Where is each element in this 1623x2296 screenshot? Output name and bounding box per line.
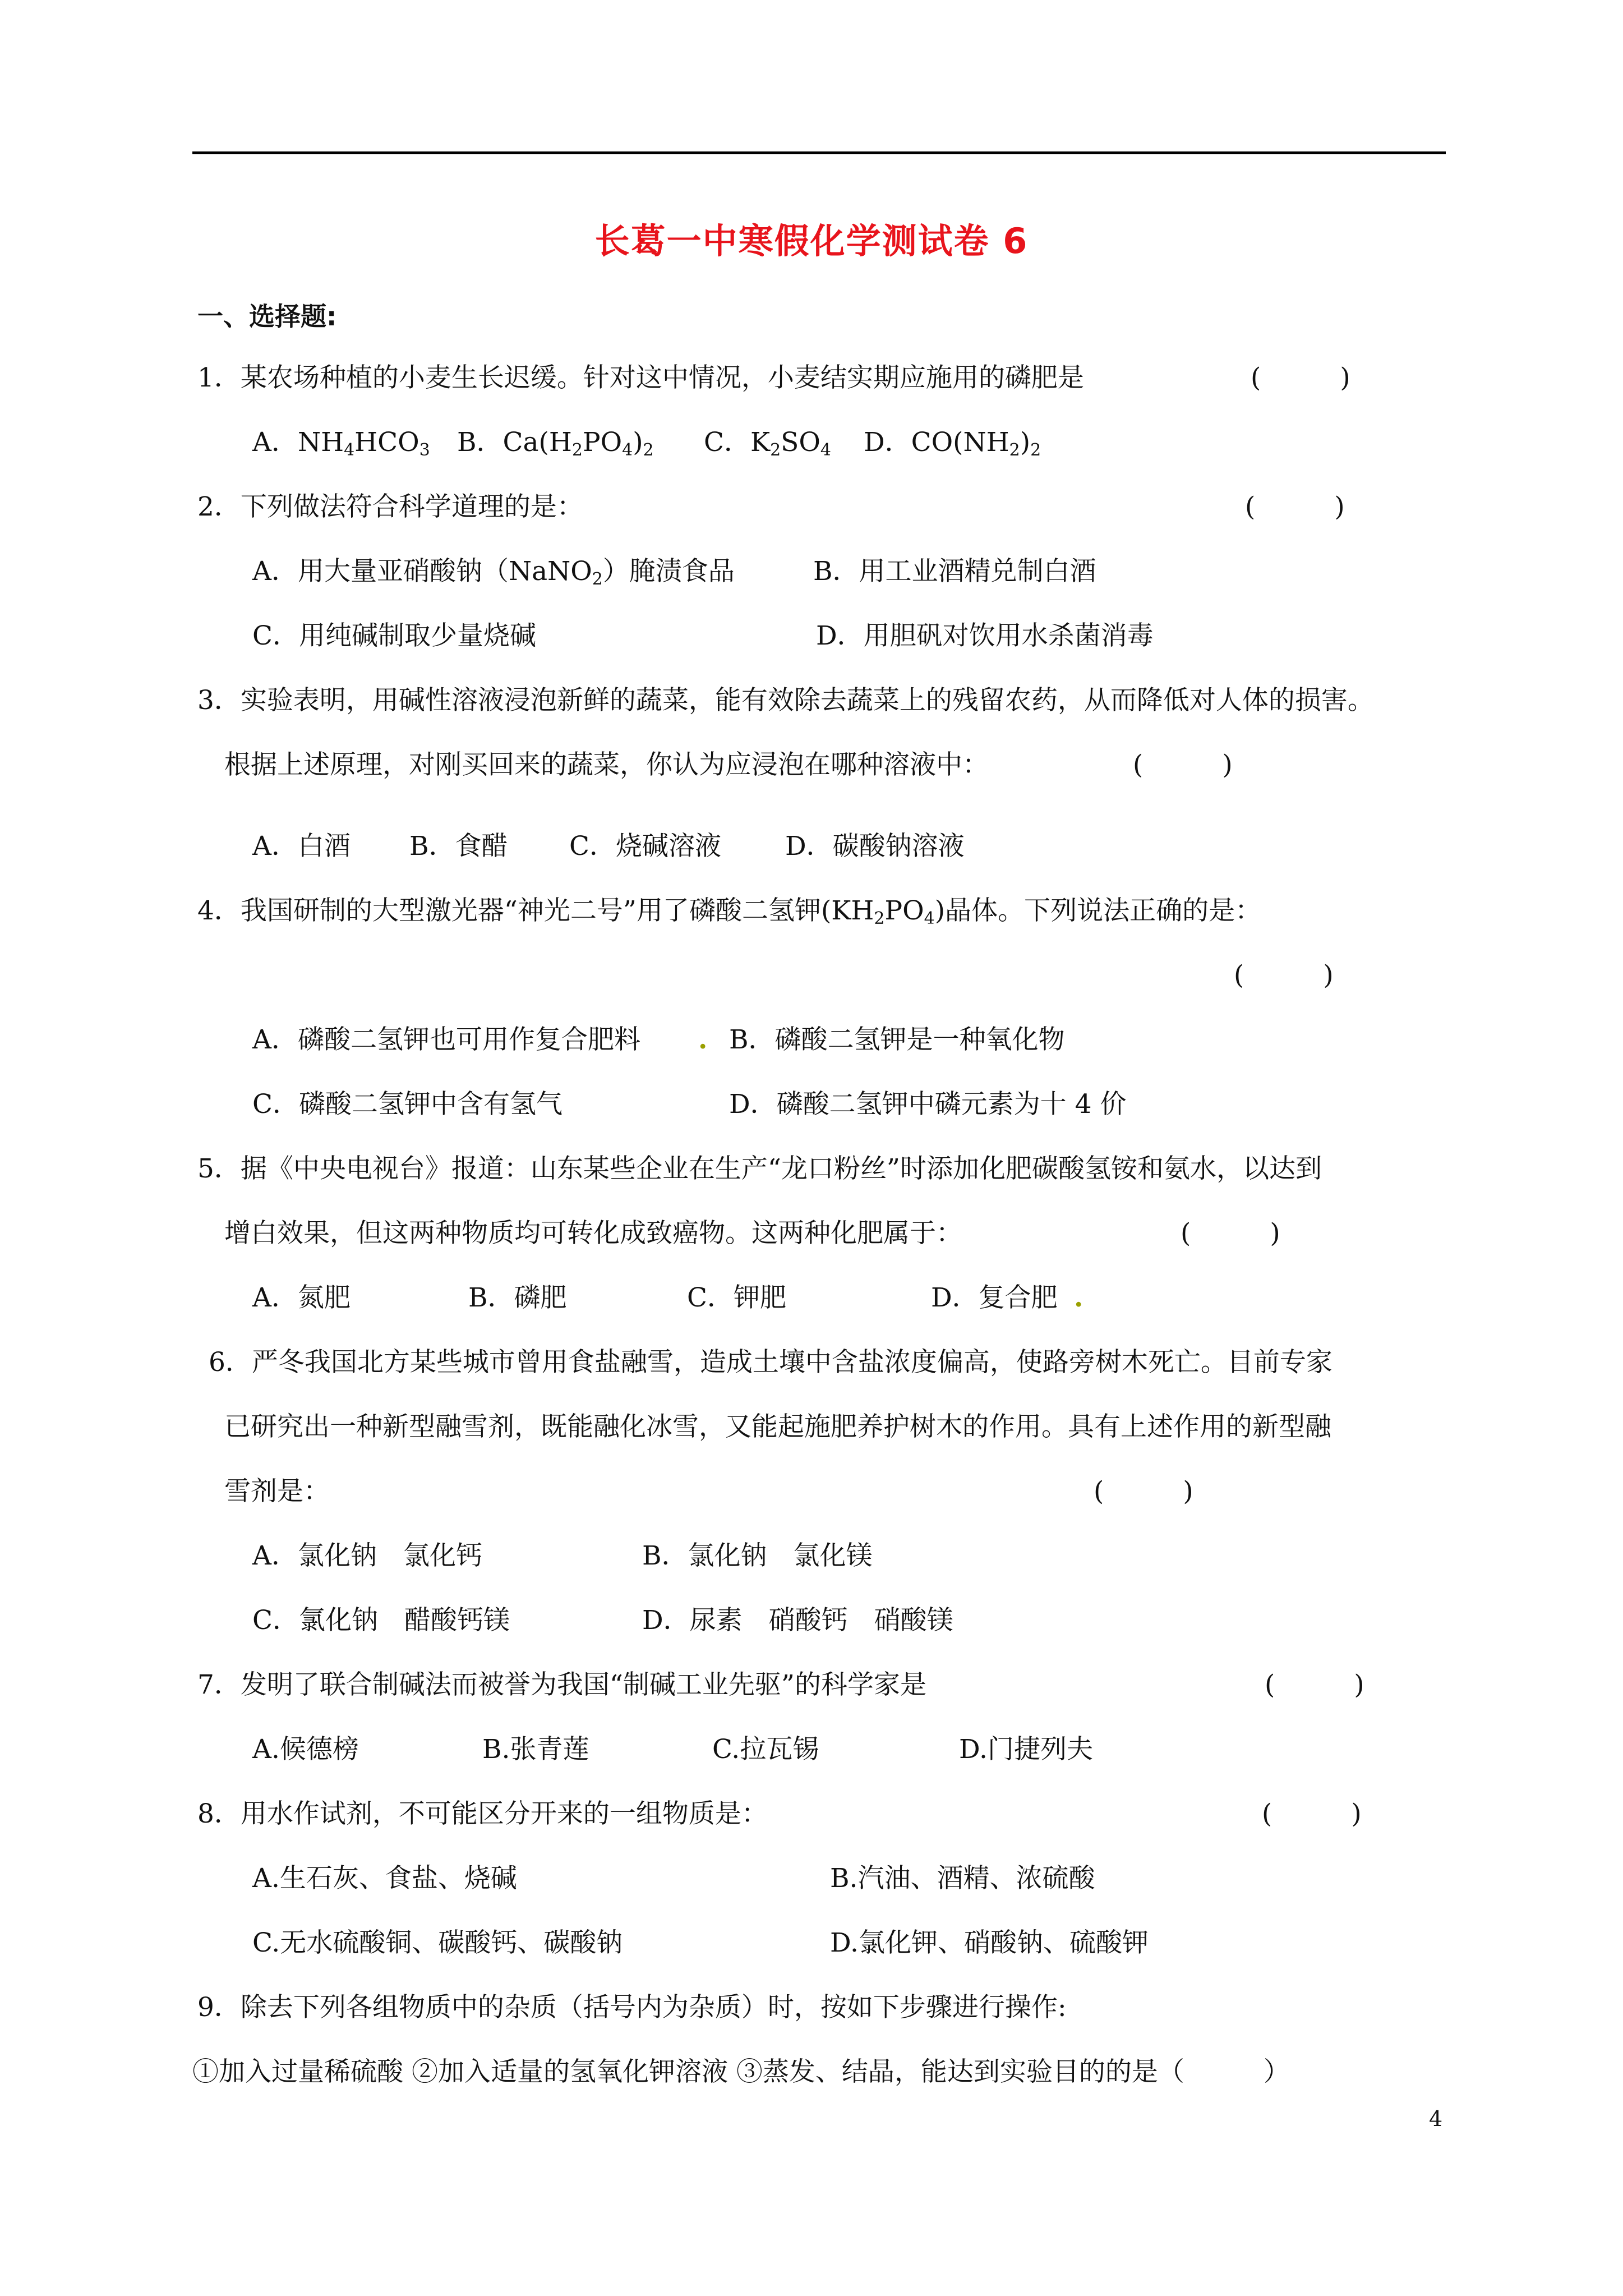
- answer-blank: ( ): [1094, 1476, 1193, 1507]
- question-7-stem: 7．发明了联合制碱法而被誉为我国“制碱工业先驱”的科学家是: [197, 1669, 926, 1700]
- q5-option-c[interactable]: C．钾肥: [687, 1282, 786, 1313]
- question-9-stem-line1: 9．除去下列各组物质中的杂质（括号内为杂质）时，按如下步骤进行操作:: [197, 1992, 1067, 2023]
- question-3-stem-line2: 根据上述原理，对刚买回来的蔬菜，你认为应浸泡在哪种溶液中：: [224, 749, 989, 780]
- q3-option-b[interactable]: B．食醋: [409, 831, 508, 862]
- page-title: 长葛一中寒假化学测试卷 6: [594, 220, 1029, 261]
- q6-option-b[interactable]: B．氯化钠 氯化镁: [642, 1540, 873, 1571]
- question-2-stem: 2．下列做法符合科学道理的是：: [197, 491, 583, 522]
- answer-blank: ( ): [1234, 960, 1334, 991]
- question-9-stem-line2: ①加入过量稀硫酸 ②加入适量的氢氧化钾溶液 ③蒸发、结晶，能达到实验目的的是（ ）: [192, 2056, 1290, 2087]
- question-6-stem-line2: 已研究出一种新型融雪剂，既能融化冰雪，又能起施肥养护树木的作用。具有上述作用的新型融: [224, 1411, 1331, 1442]
- q7-option-d[interactable]: D.门捷列夫: [959, 1734, 1093, 1765]
- question-8-stem: 8．用水作试剂，不可能区分开来的一组物质是：: [197, 1798, 768, 1829]
- q4-option-d[interactable]: D．磷酸二氢钾中磷元素为十 4 价: [729, 1089, 1127, 1120]
- q4-option-b[interactable]: B．磷酸二氢钾是一种氧化物: [729, 1024, 1065, 1055]
- q7-option-c[interactable]: C.拉瓦锡: [712, 1734, 819, 1765]
- q4-option-c[interactable]: C．磷酸二氢钾中含有氢气: [252, 1089, 562, 1120]
- q7-option-a[interactable]: A.候德榜: [252, 1734, 359, 1765]
- question-5-stem-line2: 增白效果，但这两种物质均可转化成致癌物。这两种化肥属于：: [224, 1218, 962, 1249]
- q4-mark-dot: .: [698, 1024, 708, 1055]
- answer-blank: ( ): [1245, 491, 1345, 522]
- answer-blank: ( ): [1133, 749, 1233, 780]
- q2-option-b[interactable]: B．用工业酒精兑制白酒: [813, 556, 1096, 587]
- q1-option-b[interactable]: B．$Ca(H_2PO_4)_2$: [457, 427, 654, 460]
- q7-option-b[interactable]: B.张青莲: [482, 1734, 589, 1765]
- answer-blank: ( ): [1181, 1218, 1280, 1249]
- q8-option-c[interactable]: C.无水硫酸铜、碳酸钙、碳酸钠: [252, 1927, 623, 1958]
- q1-option-c[interactable]: C．$K_2SO_4$: [704, 427, 831, 460]
- q2-option-d[interactable]: D．用胆矾对饮用水杀菌消毒: [816, 620, 1154, 651]
- question-5-stem-line1: 5．据《中央电视台》报道：山东某些企业在生产“龙口粉丝”时添加化肥碳酸氢铵和氨水，以达到: [197, 1153, 1322, 1184]
- page-number: 4: [1429, 2106, 1443, 2131]
- question-6-stem-line3: 雪剂是：: [224, 1476, 330, 1507]
- q5-option-b[interactable]: B．磷肥: [468, 1282, 567, 1313]
- q5-option-d[interactable]: D．复合肥: [931, 1282, 1058, 1313]
- header-rule: [192, 151, 1446, 154]
- q6-option-c[interactable]: C．氯化钠 醋酸钙镁: [252, 1605, 510, 1636]
- q8-option-a[interactable]: A.生石灰、食盐、烧碱: [252, 1863, 517, 1894]
- q1-option-a[interactable]: A．$NH_4HCO_3$: [252, 427, 430, 460]
- section-heading: 一、选择题:: [197, 301, 337, 332]
- answer-blank: ( ): [1251, 362, 1350, 393]
- question-4-stem: 4．我国研制的大型激光器“神光二号”用了磷酸二氢钾$(KH_2PO_4)$晶体。下列说法正确的是：: [197, 895, 1262, 928]
- q6-option-a[interactable]: A．氯化钠 氯化钙: [252, 1540, 482, 1571]
- q5-mark-dot: .: [1074, 1282, 1083, 1313]
- q2-option-c[interactable]: C．用纯碱制取少量烧碱: [252, 620, 536, 651]
- q3-option-c[interactable]: C．烧碱溶液: [569, 831, 721, 862]
- q4-option-a[interactable]: A．磷酸二氢钾也可用作复合肥料: [252, 1024, 640, 1055]
- answer-blank: ( ): [1265, 1669, 1364, 1700]
- q8-option-b[interactable]: B.汽油、酒精、浓硫酸: [830, 1863, 1095, 1894]
- q6-option-d[interactable]: D．尿素 硝酸钙 硝酸镁: [642, 1605, 953, 1636]
- q8-option-d[interactable]: D.氯化钾、硝酸钠、硫酸钾: [830, 1927, 1149, 1958]
- q1-option-d[interactable]: D．$CO(NH_2)_2$: [864, 427, 1041, 460]
- question-3-stem-line1: 3．实验表明，用碱性溶液浸泡新鲜的蔬菜，能有效除去蔬菜上的残留农药，从而降低对人体的损害。: [197, 685, 1374, 716]
- q3-option-a[interactable]: A．白酒: [252, 831, 351, 862]
- question-6-stem-line1: 6．严冬我国北方某些城市曾用食盐融雪，造成土壤中含盐浓度偏高，使路旁树木死亡。目前专家: [209, 1347, 1332, 1378]
- q2-option-a[interactable]: A．用大量亚硝酸钠（NaNO$_2$）腌渍食品: [252, 556, 735, 589]
- question-1-stem: 1．某农场种植的小麦生长迟缓。针对这中情况，小麦结实期应施用的磷肥是: [197, 362, 1084, 393]
- q5-option-a[interactable]: A．氮肥: [252, 1282, 351, 1313]
- q3-option-d[interactable]: D．碳酸钠溶液: [785, 831, 965, 862]
- answer-blank: ( ): [1262, 1798, 1362, 1829]
